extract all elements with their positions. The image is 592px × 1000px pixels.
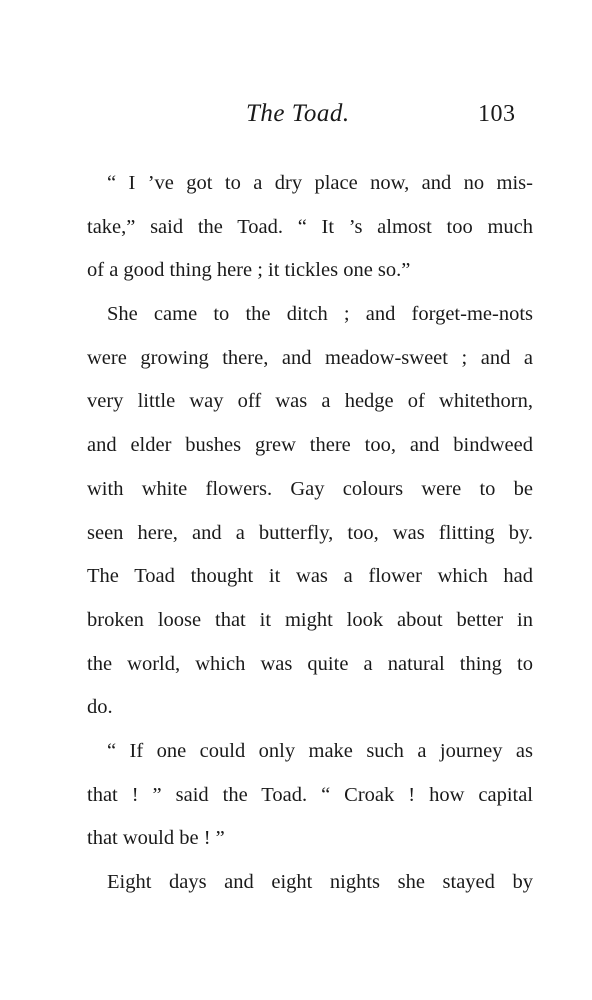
text-line: very little way off was a hedge of whitethorn,: [87, 390, 533, 413]
text-line: that ! ” said the Toad. “ Croak ! how capital: [87, 783, 533, 806]
text-line: do.: [87, 696, 113, 719]
body-text: [87, 162, 533, 905]
text-line: were growing there, and meadow-sweet ; and a: [87, 346, 533, 369]
page-number: 103: [478, 101, 516, 127]
text-line: broken loose that it might look about better in: [87, 608, 533, 631]
text-line: and elder bushes grew there too, and bindweed: [87, 434, 533, 457]
text-line: that would be ! ”: [87, 827, 225, 850]
text-line: Eight days and eight nights she stayed by: [107, 871, 533, 893]
text-line: the world, which was quite a natural thing to: [87, 652, 533, 675]
text-line: of a good thing here ; it tickles one so.”: [87, 259, 411, 282]
text-line: She came to the ditch ; and forget-me-nots: [107, 303, 533, 326]
text-line: The Toad thought it was a flower which had: [87, 565, 533, 588]
text-line: “ If one could only make such a journey as: [107, 739, 533, 762]
text-line: “ I ’ve got to a dry place now, and no mis-: [107, 172, 533, 194]
running-title: The Toad.: [246, 100, 350, 127]
text-line: seen here, and a butterfly, too, was flitting by.: [87, 521, 533, 544]
text-line: take,” said the Toad. “ It ’s almost too much: [87, 215, 533, 238]
running-head: [0, 100, 592, 134]
text-line: with white flowers. Gay colours were to be: [87, 477, 533, 500]
